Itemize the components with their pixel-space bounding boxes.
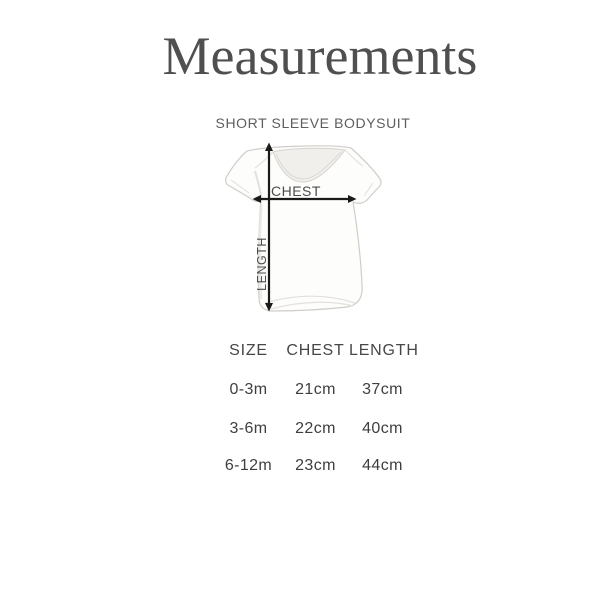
cell-size: 0-3m	[229, 381, 268, 398]
page-title: Measurements	[162, 26, 478, 86]
chest-measure-label: CHEST	[271, 183, 321, 199]
cell-chest: 22cm	[295, 420, 336, 437]
cell-size: 3-6m	[229, 420, 268, 437]
bodysuit-diagram	[215, 135, 390, 325]
cell-length: 37cm	[362, 381, 403, 398]
table-row	[215, 457, 417, 475]
product-name: SHORT SLEEVE BODYSUIT	[215, 115, 411, 131]
column-header-size: SIZE	[229, 342, 268, 359]
column-header-chest: CHEST	[286, 342, 345, 359]
cell-length: 40cm	[362, 420, 403, 437]
cell-chest: 21cm	[295, 381, 336, 398]
table-row	[215, 381, 417, 399]
size-table	[215, 342, 417, 472]
cell-size: 6-12m	[224, 457, 273, 474]
table-header-row	[215, 342, 417, 360]
column-header-length: LENGTH	[349, 342, 419, 359]
length-measure-label: LENGTH	[255, 237, 269, 291]
cell-length: 44cm	[362, 457, 403, 474]
table-row	[215, 420, 417, 438]
cell-chest: 23cm	[295, 457, 336, 474]
